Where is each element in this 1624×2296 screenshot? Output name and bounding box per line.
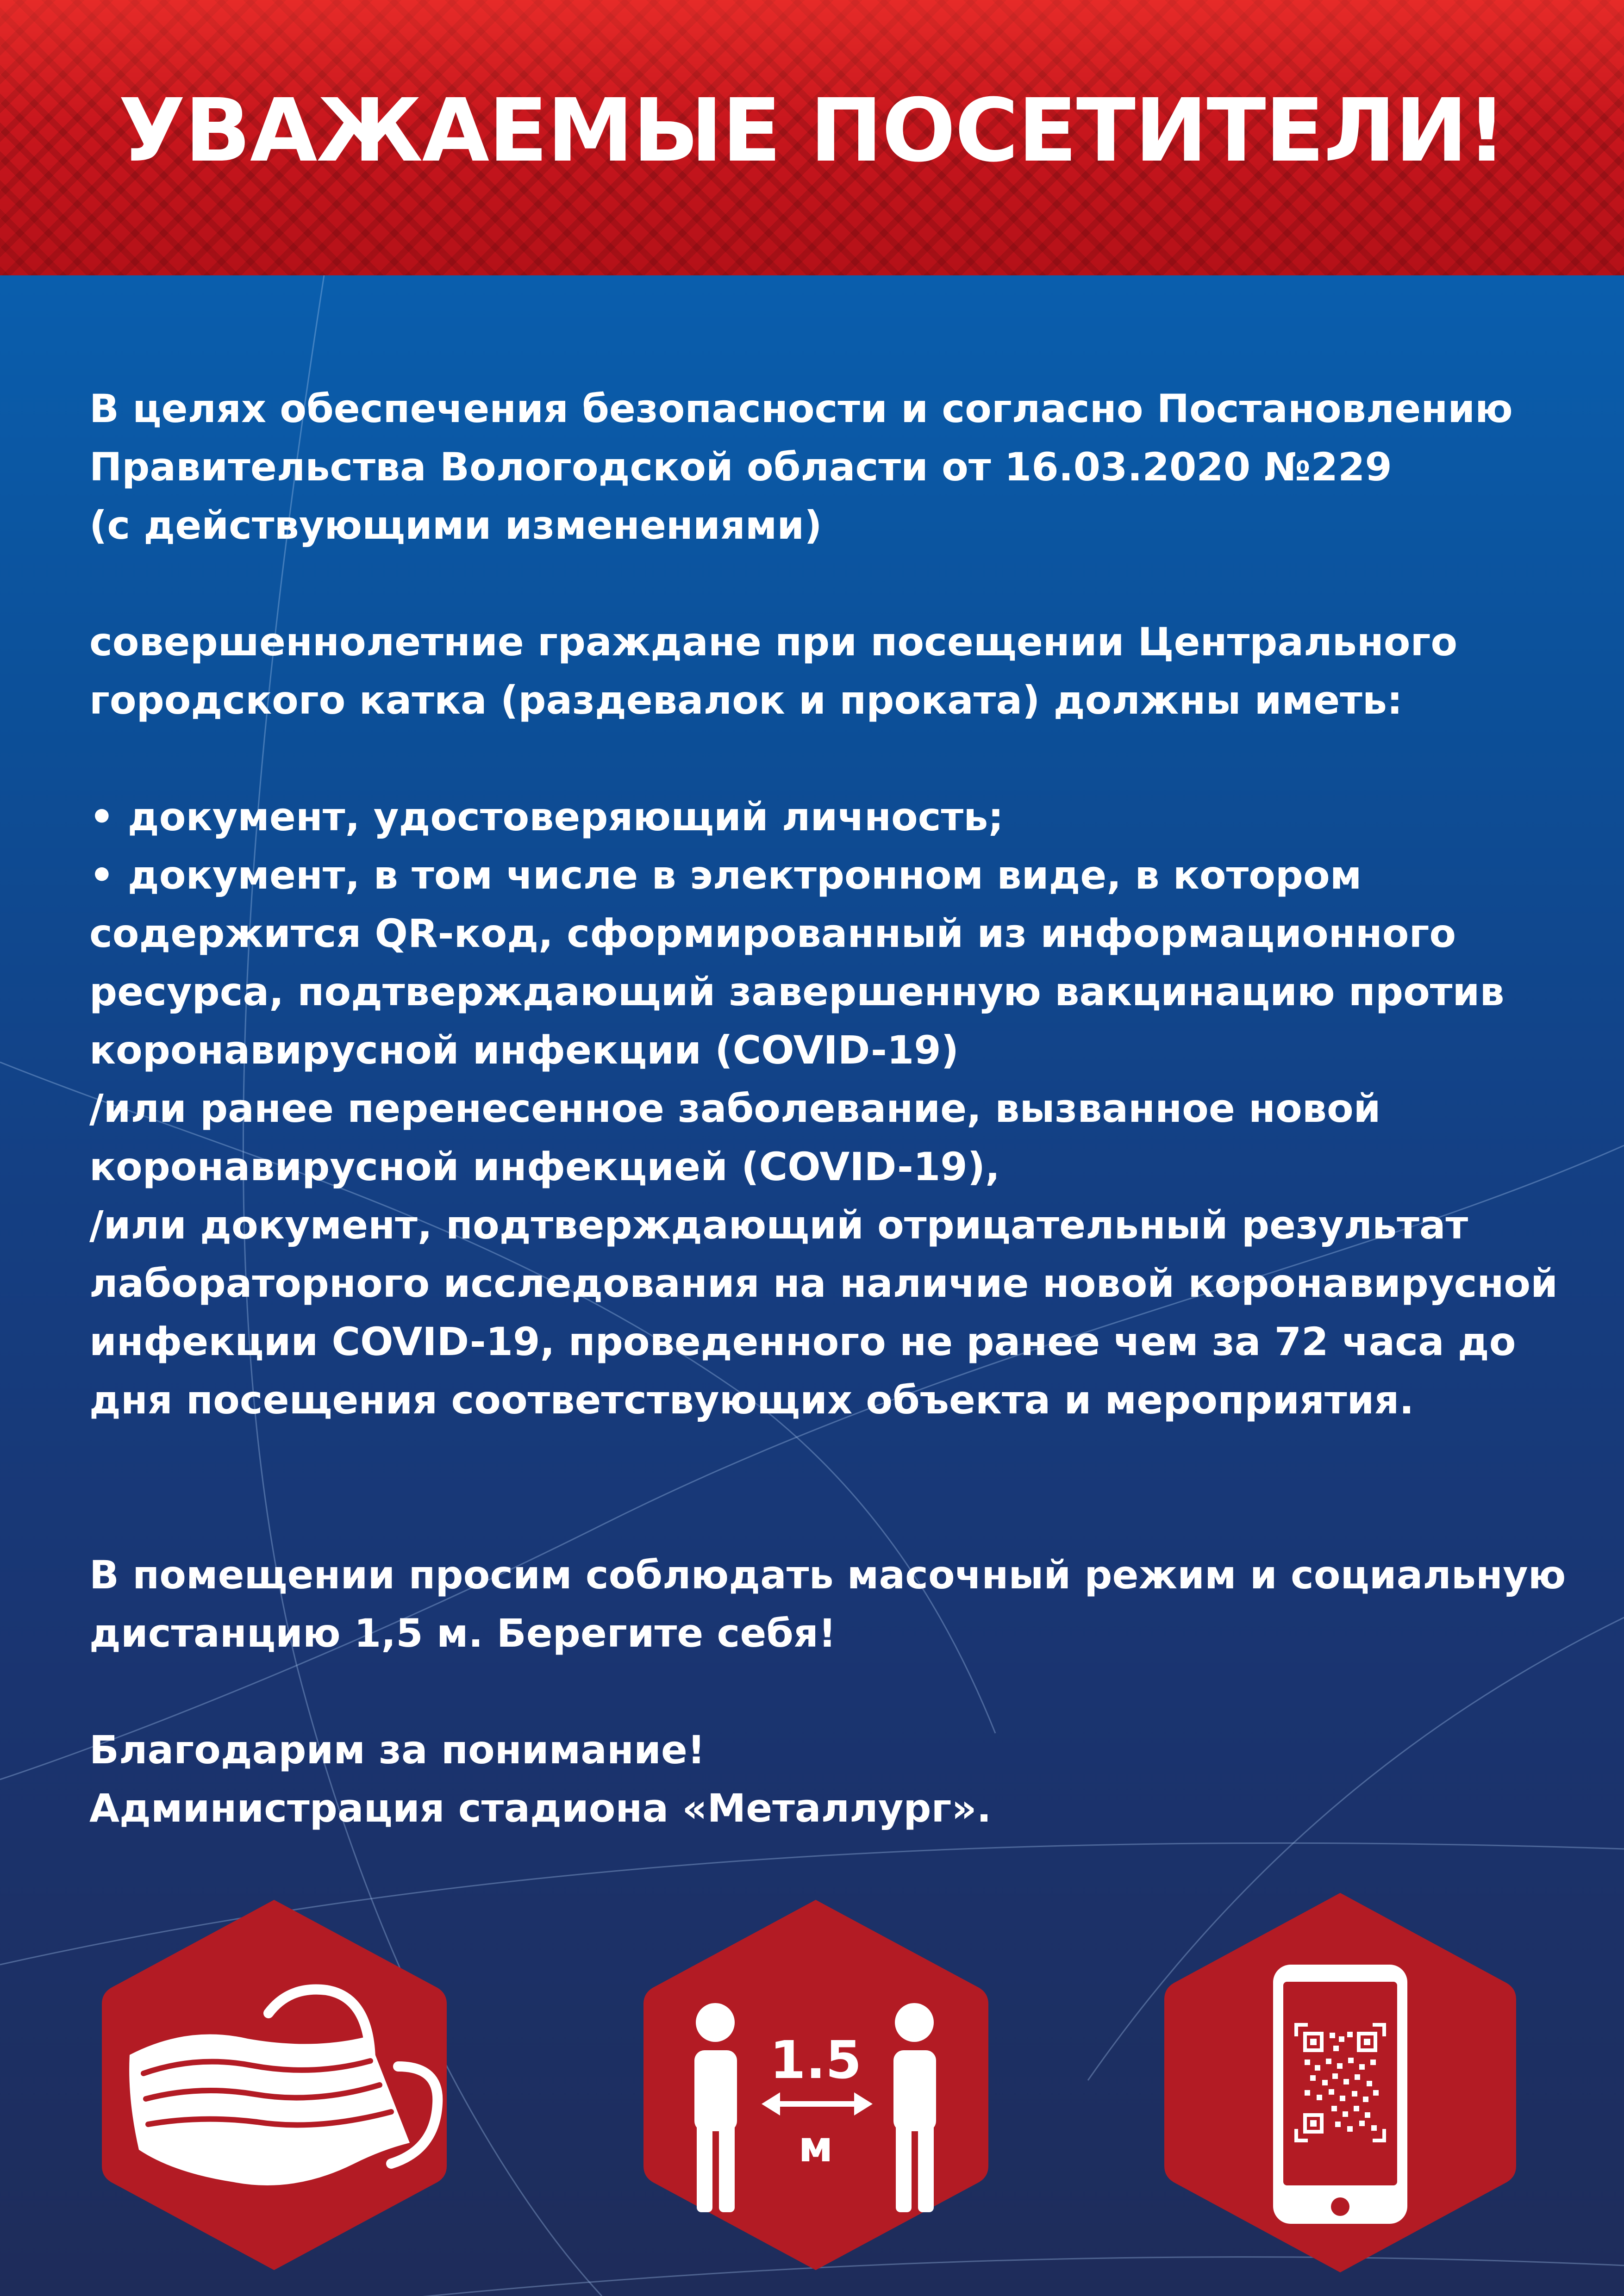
text-line: коронавирусной инфекцией (COVID-19),	[89, 1144, 1000, 1189]
requirement-paragraph	[89, 613, 1580, 729]
text-line: /или ранее перенесенное заболевание, вызванное новой	[89, 1086, 1381, 1131]
text-line: ресурса, подтверждающий завершенную вакцинацию против	[89, 969, 1505, 1014]
mask-request-paragraph	[89, 1546, 1580, 1662]
text-line: дистанцию 1,5 м. Берегите себя!	[89, 1611, 837, 1656]
distance-value: 1.5	[769, 2030, 862, 2091]
social-distance-icon	[637, 1891, 995, 2279]
text-line: В помещении просим соблюдать масочный режим и социальную	[89, 1552, 1566, 1598]
face-mask-icon	[95, 1891, 454, 2279]
closing-paragraph	[89, 1721, 1580, 1837]
list-item: • документ, в том числе в электронном виде, в котором	[89, 852, 1362, 898]
text-line: (с действующими изменениями)	[89, 503, 822, 548]
text-line: совершеннолетние граждане при посещении Центрального	[89, 619, 1458, 665]
text-line: Правительства Вологодской области от 16.03.2020 №229	[89, 444, 1392, 490]
documents-list	[89, 788, 1580, 1429]
intro-paragraph	[89, 380, 1580, 554]
notice-text	[89, 380, 1580, 1837]
signature-line: Администрация стадиона «Металлург».	[89, 1786, 992, 1831]
thanks-line: Благодарим за понимание!	[89, 1727, 706, 1773]
text-line: В целях обеспечения безопасности и согласно Постановлению	[89, 386, 1513, 431]
page-title: УВАЖАЕМЫЕ ПОСЕТИТЕЛИ!	[118, 80, 1506, 181]
list-item: • документ, удостоверяющий личность;	[89, 794, 1004, 840]
text-line: инфекции COVID-19, проведенного не ранее чем за 72 часа до	[89, 1319, 1516, 1364]
distance-unit: м	[798, 2122, 833, 2172]
text-line: лабораторного исследования на наличие новой коронавирусной	[89, 1261, 1558, 1306]
header-banner	[0, 0, 1624, 275]
text-line: /или документ, подтверждающий отрицательный результат	[89, 1202, 1468, 1248]
text-line: коронавирусной инфекции (COVID-19)	[89, 1027, 959, 1073]
phone-qr-icon	[1157, 1884, 1523, 2282]
text-line: городского катка (раздевалок и проката) должны иметь:	[89, 678, 1403, 723]
text-line: дня посещения соответствующих объекта и мероприятия.	[89, 1377, 1414, 1423]
text-line: содержится QR-код, сформированный из информационного	[89, 911, 1456, 956]
